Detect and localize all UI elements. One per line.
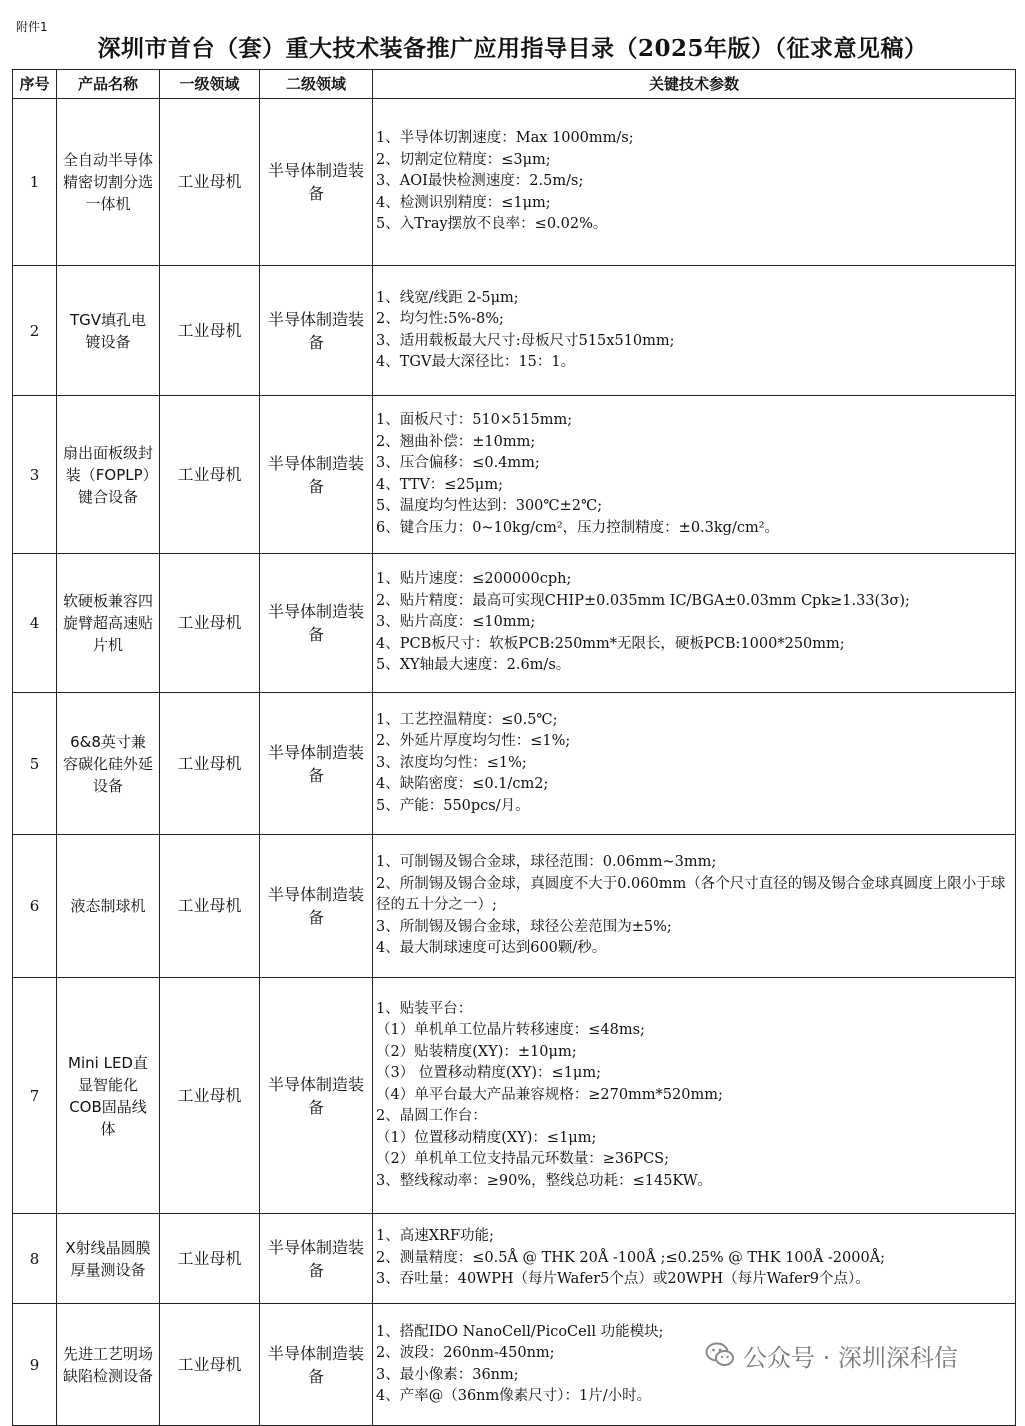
cell-domain1: 工业母机 [160,1304,260,1426]
cell-domain2: 半导体制造装备 [260,1214,373,1304]
header-params: 关键技术参数 [373,70,1016,99]
param-line: 2、晶圆工作台： [376,1108,487,1125]
param-line: 2、波段：260nm-450nm; [376,1345,555,1361]
param-line: 2、翘曲补偿：±10mm; [376,433,536,450]
cell-params [373,835,1016,978]
table-row [13,99,1016,266]
param-line: 4、产率@（36nm像素尺寸）：1片/小时。 [376,1388,652,1404]
param-line: 1、工艺控温精度：≤0.5℃; [376,711,558,728]
param-line: （3） 位置移动精度(XY)：≤1μm; [376,1065,601,1082]
table-row [13,978,1016,1214]
param-line: 3、吞吐量：40WPH（每片Wafer5个点）或20WPH（每片Wafer9个点）。 [376,1271,870,1288]
param-line: 1、可制锡及锡合金球，球径范围：0.06mm~3mm; [376,854,717,871]
cell-domain2: 半导体制造装备 [260,1304,373,1426]
cell-domain1: 工业母机 [160,99,260,266]
param-line: 4、TGV最大深径比：15：1。 [376,354,576,370]
cell-domain2: 半导体制造装备 [260,266,373,396]
cell-domain1: 工业母机 [160,835,260,978]
cell-domain2: 半导体制造装备 [260,978,373,1214]
cell-product: 6&8英寸兼容碳化硅外延设备 [57,693,160,835]
param-line: （2）贴装精度(XY)：±10μm; [376,1043,577,1060]
cell-domain1: 工业母机 [160,266,260,396]
cell-product: 软硬板兼容四旋臂超高速贴片机 [57,554,160,693]
param-line: 2、测量精度：≤0.5Å @ THK 20Å -100Å ;≤0.25% @ THK 100Å -2000Å; [376,1249,886,1266]
cell-product: 扇出面板级封装（FOPLP）键合设备 [57,396,160,554]
param-line: 2、外延片厚度均匀性：≤1%; [376,733,571,750]
param-line: 3、所制锡及锡合金球，球径公差范围为±5%; [376,918,672,935]
cell-domain1: 工业母机 [160,978,260,1214]
table-row [13,266,1016,396]
wechat-icon [705,1341,735,1369]
param-line: （2）单机单工位支持晶元环数量：≥36PCS; [376,1151,669,1168]
param-line: （1）单机单工位晶片转移速度：≤48ms; [376,1022,645,1039]
param-line: 3、压合偏移：≤0.4mm; [376,455,540,471]
table-row [13,554,1016,693]
param-line: 5、XY轴最大速度：2.6m/s。 [376,657,571,674]
cell-index: 3 [13,396,57,554]
cell-index: 7 [13,978,57,1214]
param-line: 1、半导体切割速度：Max 1000mm/s; [376,130,634,147]
table-row [13,1214,1016,1304]
cell-index: 9 [13,1304,57,1426]
table-row [13,396,1016,554]
param-line: 1、线宽/线距 2-5μm; [376,289,519,306]
param-line: 3、适用载板最大尺寸:母板尺寸515x510mm; [376,332,675,349]
cell-domain2: 半导体制造装备 [260,554,373,693]
param-line: 2、均匀性:5%-8%; [376,311,504,327]
cell-params [373,693,1016,835]
cell-params [373,1214,1016,1304]
param-line: 3、贴片高度：≤10mm; [376,614,536,631]
header-product: 产品名称 [57,70,160,99]
cell-index: 6 [13,835,57,978]
param-line: 3、最小像素：36nm; [376,1366,519,1383]
cell-params [373,978,1016,1214]
param-line: 1、搭配IDO NanoCell/PicoCell 功能模块; [376,1323,664,1340]
cell-params [373,396,1016,554]
param-line: 5、温度均匀性达到：300℃±2℃; [376,498,603,514]
param-line: 4、最大制球速度可达到600颗/秒。 [376,940,607,957]
cell-params [373,554,1016,693]
cell-params [373,99,1016,266]
table-header-row [13,70,1016,99]
param-line: 2、切割定位精度：≤3μm; [376,151,551,168]
header-domain2: 二级领域 [260,70,373,99]
cell-domain2: 半导体制造装备 [260,396,373,554]
param-line: 3、浓度均匀性：≤1%; [376,754,527,771]
cell-product: 先进工艺明场缺陷检测设备 [57,1304,160,1426]
param-line: 4、TTV：≤25μm; [376,476,503,493]
header-index: 序号 [13,70,57,99]
param-line: 4、PCB板尺寸：软板PCB:250mm*无限长，硬板PCB:1000*250mm; [376,635,845,652]
param-line: 4、检测识别精度：≤1μm; [376,194,551,211]
cell-params [373,266,1016,396]
cell-domain2: 半导体制造装备 [260,99,373,266]
param-line: 2、所制锡及锡合金球，真圆度不大于0.060mm（各个尺寸直径的锡及锡合金球真圆度上限小于球径的五十分之一）; [376,875,1006,914]
cell-index: 4 [13,554,57,693]
cell-product: X射线晶圆膜厚量测设备 [57,1214,160,1304]
cell-domain1: 工业母机 [160,693,260,835]
attachment-label: 附件1 [16,20,48,34]
catalog-table [12,69,1016,1426]
page-title: 深圳市首台（套）重大技术装备推广应用指导目录（2025年版）（征求意见稿） [97,35,928,62]
cell-product: Mini LED直显智能化COB固晶线体 [57,978,160,1214]
cell-product: 液态制球机 [57,835,160,978]
param-line: （4）单平台最大产品兼容规格：≥270mm*520mm; [376,1086,723,1103]
param-line: 3、整线稼动率：≥90%，整线总功耗：≤145KW。 [376,1172,713,1189]
param-line: 1、贴装平台： [376,1000,473,1017]
header-domain1: 一级领域 [160,70,260,99]
param-line: 1、贴片速度：≤200000cph; [376,571,572,588]
param-line: 5、入Tray摆放不良率：≤0.02%。 [376,216,608,233]
param-line: 5、产能：550pcs/月。 [376,797,530,814]
cell-domain1: 工业母机 [160,554,260,693]
param-line: 6、键合压力：0~10kg/cm²，压力控制精度：±0.3kg/cm²。 [376,519,780,536]
cell-domain2: 半导体制造装备 [260,693,373,835]
watermark-text: 公众号 · 深圳深科信 [743,1343,958,1372]
watermark [705,1335,1005,1375]
cell-index: 8 [13,1214,57,1304]
cell-product: 全自动半导体精密切割分选一体机 [57,99,160,266]
param-line: 4、缺陷密度：≤0.1/cm2; [376,776,549,793]
table-row [13,835,1016,978]
param-line: 1、面板尺寸：510×515mm; [376,412,573,428]
cell-index: 5 [13,693,57,835]
cell-index: 1 [13,99,57,266]
param-line: 3、AOI最快检测速度：2.5m/s; [376,173,584,190]
cell-domain2: 半导体制造装备 [260,835,373,978]
param-line: 2、贴片精度：最高可实现CHIP±0.035mm IC/BGA±0.03mm Cpk≥1.33(3σ); [376,592,910,609]
table-row [13,693,1016,835]
cell-domain1: 工业母机 [160,396,260,554]
cell-domain1: 工业母机 [160,1214,260,1304]
param-line: 1、高速XRF功能; [376,1228,494,1245]
cell-index: 2 [13,266,57,396]
param-line: （1）位置移动精度(XY)：≤1μm; [376,1129,597,1146]
cell-product: TGV填孔电镀设备 [57,266,160,396]
